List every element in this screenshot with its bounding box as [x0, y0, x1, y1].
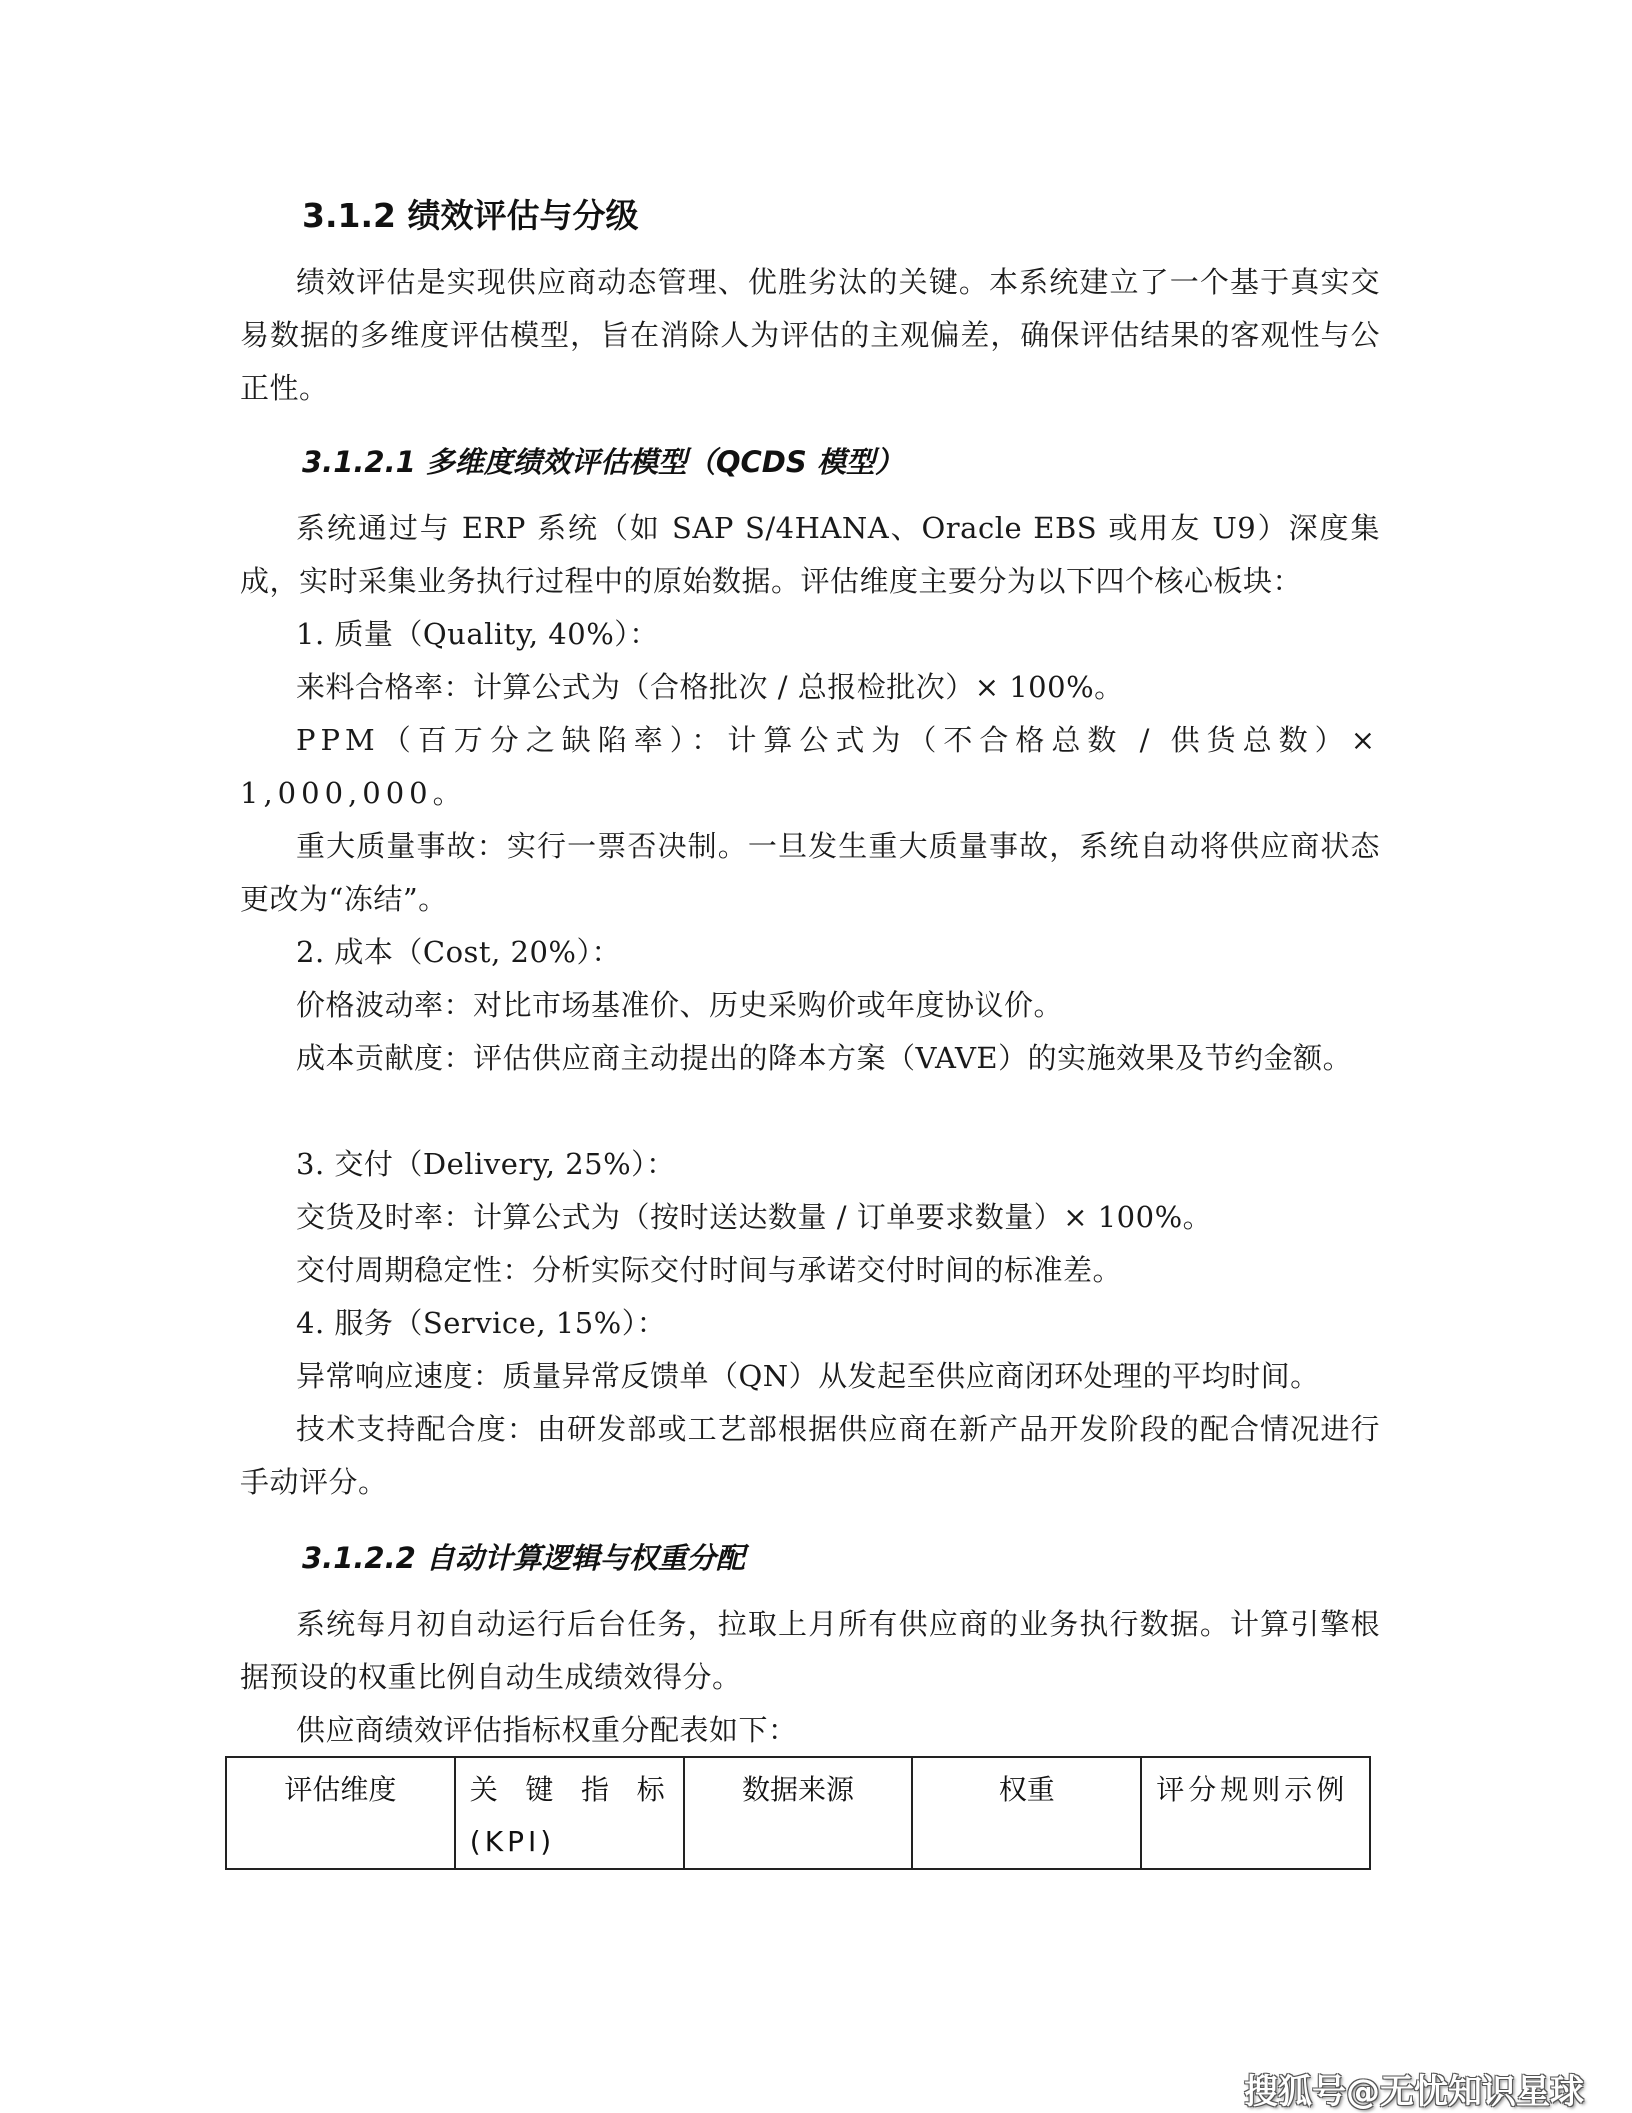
delivery-on-time-rate: 交货及时率：计算公式为（按时送达数量 / 订单要求数量）× 100%。	[296, 1200, 1213, 1234]
section-intro-paragraph: 绩效评估是实现供应商动态管理、优胜劣汰的关键。本系统建立了一个基于真实交易数据的多维度评估模型，旨在消除人为评估的主观偏差，确保评估结果的客观性与公正性。	[240, 265, 1380, 405]
cost-title: 2. 成本（Cost, 20%）：	[296, 935, 621, 969]
quality-major-incident: 重大质量事故：实行一票否决制。一旦发生重大质量事故，系统自动将供应商状态更改为“冻结”。	[240, 829, 1380, 916]
service-tech-support: 技术支持配合度：由研发部或工艺部根据供应商在新产品开发阶段的配合情况进行手动评分。	[240, 1412, 1380, 1499]
service-response-speed: 异常响应速度：质量异常反馈单（QN）从发起至供应商闭环处理的平均时间。	[296, 1359, 1320, 1393]
delivery-title: 3. 交付（Delivery, 25%）：	[296, 1147, 676, 1181]
quality-ppm: PPM（百万分之缺陷率）：计算公式为（不合格总数 / 供货总数）× 1,000,000。	[240, 723, 1380, 810]
quality-pass-rate: 来料合格率：计算公式为（合格批次 / 总报检批次）× 100%。	[296, 670, 1124, 704]
delivery-cycle-stability: 交付周期稳定性：分析实际交付时间与承诺交付时间的标准差。	[296, 1253, 1123, 1287]
subsection-heading-auto-calc: 3.1.2.2 自动计算逻辑与权重分配	[302, 1541, 745, 1575]
section-heading: 3.1.2 绩效评估与分级	[302, 196, 639, 235]
service-title: 4. 服务（Service, 15%）：	[296, 1306, 667, 1340]
cost-price-volatility: 价格波动率：对比市场基准价、历史采购价或年度协议价。	[296, 988, 1064, 1022]
table-header-cell: 评分规则示例	[1141, 1757, 1370, 1869]
table-header-row	[226, 1757, 1370, 1869]
auto-calc-paragraph: 系统每月初自动运行后台任务，拉取上月所有供应商的业务执行数据。计算引擎根据预设的权重比例自动生成绩效得分。	[240, 1607, 1380, 1694]
table-header-cell: 数据来源	[684, 1757, 913, 1869]
table-header-cell: 关键指标 (KPI)	[455, 1757, 684, 1869]
watermark: 搜狐号@无忧知识星球	[1244, 2072, 1584, 2112]
qcds-intro-paragraph: 系统通过与 ERP 系统（如 SAP S/4HANA、Oracle EBS 或用友 U9）深度集成，实时采集业务执行过程中的原始数据。评估维度主要分为以下四个核心板块：	[240, 511, 1380, 598]
table-header-cell: 权重	[912, 1757, 1141, 1869]
subsection-heading-qcds: 3.1.2.1 多维度绩效评估模型（QCDS 模型）	[302, 445, 904, 479]
quality-title: 1. 质量（Quality, 40%）：	[296, 617, 659, 651]
table-caption: 供应商绩效评估指标权重分配表如下：	[296, 1713, 798, 1747]
cost-contribution: 成本贡献度：评估供应商主动提出的降本方案（VAVE）的实施效果及节约金额。	[296, 1041, 1353, 1075]
table-header-cell: 评估维度	[226, 1757, 455, 1869]
kpi-weight-table	[225, 1756, 1371, 1870]
